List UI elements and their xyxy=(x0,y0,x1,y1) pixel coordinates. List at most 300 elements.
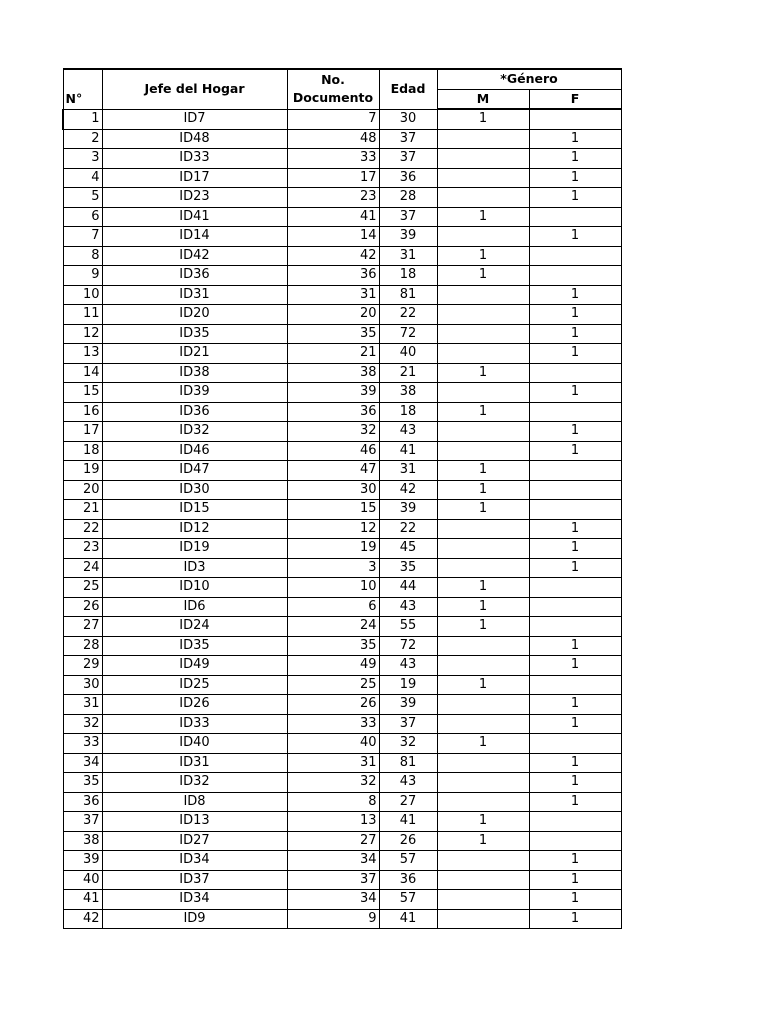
genero-f-cell: 1 xyxy=(529,344,621,364)
jefe-del-hogar-cell: ID3 xyxy=(102,558,287,578)
table-row xyxy=(63,149,621,169)
edad-cell: 41 xyxy=(379,441,437,461)
jefe-del-hogar-cell: ID13 xyxy=(102,812,287,832)
genero-m-cell xyxy=(437,558,529,578)
row-number-cell: 1 xyxy=(63,109,102,129)
row-number-cell: 8 xyxy=(63,246,102,266)
table-row xyxy=(63,500,621,520)
table-row xyxy=(63,597,621,617)
row-number-cell: 20 xyxy=(63,480,102,500)
genero-m-cell xyxy=(437,851,529,871)
genero-m-cell xyxy=(437,909,529,929)
jefe-del-hogar-cell: ID8 xyxy=(102,792,287,812)
row-number-cell: 33 xyxy=(63,734,102,754)
jefe-del-hogar-cell: ID20 xyxy=(102,305,287,325)
row-number-cell: 37 xyxy=(63,812,102,832)
table-row xyxy=(63,773,621,793)
genero-f-cell xyxy=(529,812,621,832)
jefe-del-hogar-cell: ID6 xyxy=(102,597,287,617)
genero-f-cell xyxy=(529,617,621,637)
documento-cell: 33 xyxy=(287,149,379,169)
genero-m-cell: 1 xyxy=(437,578,529,598)
jefe-del-hogar-cell: ID49 xyxy=(102,656,287,676)
jefe-del-hogar-cell: ID40 xyxy=(102,734,287,754)
documento-cell: 36 xyxy=(287,402,379,422)
genero-m-cell: 1 xyxy=(437,246,529,266)
header-number: N° xyxy=(63,69,102,109)
table-row xyxy=(63,656,621,676)
row-number-cell: 11 xyxy=(63,305,102,325)
edad-cell: 41 xyxy=(379,812,437,832)
table-row xyxy=(63,129,621,149)
genero-m-cell xyxy=(437,285,529,305)
table-row xyxy=(63,227,621,247)
genero-f-cell: 1 xyxy=(529,851,621,871)
row-number-cell: 5 xyxy=(63,188,102,208)
edad-cell: 18 xyxy=(379,402,437,422)
genero-f-cell: 1 xyxy=(529,558,621,578)
edad-cell: 72 xyxy=(379,636,437,656)
jefe-del-hogar-cell: ID33 xyxy=(102,714,287,734)
jefe-del-hogar-cell: ID9 xyxy=(102,909,287,929)
genero-m-cell xyxy=(437,129,529,149)
row-number-cell: 30 xyxy=(63,675,102,695)
edad-cell: 40 xyxy=(379,344,437,364)
genero-f-cell: 1 xyxy=(529,305,621,325)
genero-f-cell xyxy=(529,461,621,481)
table-row xyxy=(63,188,621,208)
jefe-del-hogar-cell: ID47 xyxy=(102,461,287,481)
edad-cell: 43 xyxy=(379,773,437,793)
edad-cell: 39 xyxy=(379,500,437,520)
row-number-cell: 26 xyxy=(63,597,102,617)
jefe-del-hogar-cell: ID21 xyxy=(102,344,287,364)
edad-cell: 37 xyxy=(379,129,437,149)
documento-cell: 31 xyxy=(287,753,379,773)
jefe-del-hogar-cell: ID46 xyxy=(102,441,287,461)
jefe-del-hogar-cell: ID7 xyxy=(102,109,287,129)
documento-cell: 32 xyxy=(287,773,379,793)
documento-cell: 17 xyxy=(287,168,379,188)
jefe-del-hogar-cell: ID25 xyxy=(102,675,287,695)
jefe-del-hogar-cell: ID41 xyxy=(102,207,287,227)
documento-cell: 35 xyxy=(287,324,379,344)
jefe-del-hogar-cell: ID39 xyxy=(102,383,287,403)
header-documento xyxy=(287,69,379,109)
genero-f-cell: 1 xyxy=(529,870,621,890)
table-row xyxy=(63,909,621,929)
jefe-del-hogar-cell: ID37 xyxy=(102,870,287,890)
row-number-cell: 32 xyxy=(63,714,102,734)
table-row xyxy=(63,305,621,325)
header-genero-f: F xyxy=(529,89,621,109)
documento-cell: 35 xyxy=(287,636,379,656)
edad-cell: 31 xyxy=(379,461,437,481)
jefe-del-hogar-cell: ID23 xyxy=(102,188,287,208)
genero-m-cell xyxy=(437,227,529,247)
genero-f-cell xyxy=(529,597,621,617)
row-number-cell: 38 xyxy=(63,831,102,851)
table-row xyxy=(63,344,621,364)
row-number-cell: 4 xyxy=(63,168,102,188)
edad-cell: 32 xyxy=(379,734,437,754)
table-row xyxy=(63,383,621,403)
genero-m-cell: 1 xyxy=(437,500,529,520)
genero-f-cell: 1 xyxy=(529,714,621,734)
documento-cell: 41 xyxy=(287,207,379,227)
edad-cell: 26 xyxy=(379,831,437,851)
edad-cell: 22 xyxy=(379,519,437,539)
genero-m-cell: 1 xyxy=(437,266,529,286)
table-header xyxy=(63,69,621,109)
edad-cell: 36 xyxy=(379,870,437,890)
table-row xyxy=(63,168,621,188)
genero-m-cell xyxy=(437,168,529,188)
edad-cell: 39 xyxy=(379,227,437,247)
documento-cell: 8 xyxy=(287,792,379,812)
jefe-del-hogar-cell: ID32 xyxy=(102,422,287,442)
documento-cell: 48 xyxy=(287,129,379,149)
genero-m-cell xyxy=(437,441,529,461)
documento-cell: 9 xyxy=(287,909,379,929)
documento-cell: 31 xyxy=(287,285,379,305)
documento-cell: 26 xyxy=(287,695,379,715)
edad-cell: 22 xyxy=(379,305,437,325)
genero-m-cell: 1 xyxy=(437,480,529,500)
edad-cell: 19 xyxy=(379,675,437,695)
genero-f-cell xyxy=(529,246,621,266)
table-row xyxy=(63,480,621,500)
edad-cell: 18 xyxy=(379,266,437,286)
documento-cell: 12 xyxy=(287,519,379,539)
table-body xyxy=(63,109,621,929)
edad-cell: 28 xyxy=(379,188,437,208)
edad-cell: 43 xyxy=(379,422,437,442)
genero-f-cell: 1 xyxy=(529,422,621,442)
edad-cell: 38 xyxy=(379,383,437,403)
edad-cell: 27 xyxy=(379,792,437,812)
documento-cell: 42 xyxy=(287,246,379,266)
genero-f-cell: 1 xyxy=(529,890,621,910)
jefe-del-hogar-cell: ID33 xyxy=(102,149,287,169)
documento-cell: 20 xyxy=(287,305,379,325)
genero-f-cell xyxy=(529,675,621,695)
genero-f-cell xyxy=(529,402,621,422)
table-row xyxy=(63,324,621,344)
jefe-del-hogar-cell: ID35 xyxy=(102,636,287,656)
row-number-cell: 13 xyxy=(63,344,102,364)
jefe-del-hogar-cell: ID30 xyxy=(102,480,287,500)
jefe-del-hogar-cell: ID15 xyxy=(102,500,287,520)
row-number-cell: 14 xyxy=(63,363,102,383)
genero-m-cell: 1 xyxy=(437,812,529,832)
edad-cell: 57 xyxy=(379,890,437,910)
row-number-cell: 19 xyxy=(63,461,102,481)
row-number-cell: 39 xyxy=(63,851,102,871)
table-row xyxy=(63,617,621,637)
table-row xyxy=(63,519,621,539)
genero-m-cell: 1 xyxy=(437,461,529,481)
header-jefe-del-hogar: Jefe del Hogar xyxy=(102,69,287,109)
documento-cell: 7 xyxy=(287,109,379,129)
header-genero: *Género xyxy=(437,69,621,89)
row-number-cell: 9 xyxy=(63,266,102,286)
jefe-del-hogar-cell: ID14 xyxy=(102,227,287,247)
row-number-cell: 18 xyxy=(63,441,102,461)
edad-cell: 36 xyxy=(379,168,437,188)
jefe-del-hogar-cell: ID10 xyxy=(102,578,287,598)
jefe-del-hogar-cell: ID31 xyxy=(102,285,287,305)
genero-m-cell: 1 xyxy=(437,734,529,754)
genero-m-cell: 1 xyxy=(437,207,529,227)
documento-cell: 40 xyxy=(287,734,379,754)
row-number-cell: 16 xyxy=(63,402,102,422)
edad-cell: 44 xyxy=(379,578,437,598)
jefe-del-hogar-cell: ID34 xyxy=(102,851,287,871)
genero-f-cell xyxy=(529,734,621,754)
genero-m-cell: 1 xyxy=(437,617,529,637)
documento-cell: 39 xyxy=(287,383,379,403)
genero-f-cell: 1 xyxy=(529,539,621,559)
table-row xyxy=(63,636,621,656)
row-number-cell: 23 xyxy=(63,539,102,559)
documento-cell: 34 xyxy=(287,890,379,910)
edad-cell: 55 xyxy=(379,617,437,637)
header-documento-line2: Documento xyxy=(292,90,374,106)
documento-cell: 10 xyxy=(287,578,379,598)
documento-cell: 3 xyxy=(287,558,379,578)
documento-cell: 27 xyxy=(287,831,379,851)
table-row xyxy=(63,266,621,286)
documento-cell: 36 xyxy=(287,266,379,286)
genero-m-cell xyxy=(437,324,529,344)
genero-m-cell: 1 xyxy=(437,597,529,617)
row-number-cell: 29 xyxy=(63,656,102,676)
row-number-cell: 17 xyxy=(63,422,102,442)
jefe-del-hogar-cell: ID24 xyxy=(102,617,287,637)
row-number-cell: 12 xyxy=(63,324,102,344)
edad-cell: 37 xyxy=(379,714,437,734)
jefe-del-hogar-cell: ID31 xyxy=(102,753,287,773)
genero-f-cell xyxy=(529,266,621,286)
genero-m-cell xyxy=(437,539,529,559)
table-row xyxy=(63,207,621,227)
genero-m-cell: 1 xyxy=(437,675,529,695)
row-number-cell: 41 xyxy=(63,890,102,910)
table-row xyxy=(63,558,621,578)
genero-m-cell: 1 xyxy=(437,363,529,383)
documento-cell: 6 xyxy=(287,597,379,617)
edad-cell: 45 xyxy=(379,539,437,559)
edad-cell: 42 xyxy=(379,480,437,500)
genero-f-cell xyxy=(529,500,621,520)
genero-m-cell xyxy=(437,695,529,715)
jefe-del-hogar-cell: ID36 xyxy=(102,402,287,422)
row-number-cell: 15 xyxy=(63,383,102,403)
genero-f-cell: 1 xyxy=(529,695,621,715)
row-number-cell: 36 xyxy=(63,792,102,812)
genero-m-cell xyxy=(437,149,529,169)
genero-m-cell xyxy=(437,344,529,364)
genero-m-cell xyxy=(437,188,529,208)
documento-cell: 21 xyxy=(287,344,379,364)
edad-cell: 37 xyxy=(379,207,437,227)
edad-cell: 31 xyxy=(379,246,437,266)
documento-cell: 46 xyxy=(287,441,379,461)
genero-m-cell xyxy=(437,422,529,442)
documento-cell: 47 xyxy=(287,461,379,481)
documento-cell: 25 xyxy=(287,675,379,695)
row-number-cell: 31 xyxy=(63,695,102,715)
row-number-cell: 3 xyxy=(63,149,102,169)
row-number-cell: 40 xyxy=(63,870,102,890)
genero-m-cell xyxy=(437,792,529,812)
genero-m-cell xyxy=(437,519,529,539)
table-row xyxy=(63,812,621,832)
documento-cell: 24 xyxy=(287,617,379,637)
edad-cell: 43 xyxy=(379,597,437,617)
genero-m-cell xyxy=(437,656,529,676)
jefe-del-hogar-cell: ID34 xyxy=(102,890,287,910)
jefe-del-hogar-cell: ID32 xyxy=(102,773,287,793)
jefe-del-hogar-cell: ID35 xyxy=(102,324,287,344)
row-number-cell: 22 xyxy=(63,519,102,539)
edad-cell: 72 xyxy=(379,324,437,344)
table-row xyxy=(63,831,621,851)
documento-cell: 23 xyxy=(287,188,379,208)
header-documento-line1: No. xyxy=(321,71,345,87)
documento-cell: 13 xyxy=(287,812,379,832)
table-row xyxy=(63,441,621,461)
row-number-cell: 7 xyxy=(63,227,102,247)
edad-cell: 30 xyxy=(379,109,437,129)
household-table xyxy=(62,68,622,929)
table-row xyxy=(63,285,621,305)
edad-cell: 43 xyxy=(379,656,437,676)
header-edad: Edad xyxy=(379,69,437,109)
jefe-del-hogar-cell: ID17 xyxy=(102,168,287,188)
row-number-cell: 24 xyxy=(63,558,102,578)
documento-cell: 30 xyxy=(287,480,379,500)
genero-f-cell xyxy=(529,831,621,851)
table-row xyxy=(63,461,621,481)
genero-f-cell: 1 xyxy=(529,773,621,793)
row-number-cell: 10 xyxy=(63,285,102,305)
jefe-del-hogar-cell: ID38 xyxy=(102,363,287,383)
genero-f-cell: 1 xyxy=(529,227,621,247)
genero-m-cell xyxy=(437,636,529,656)
genero-m-cell: 1 xyxy=(437,831,529,851)
genero-f-cell: 1 xyxy=(529,441,621,461)
table-row xyxy=(63,246,621,266)
table-row xyxy=(63,870,621,890)
genero-f-cell xyxy=(529,207,621,227)
row-number-cell: 42 xyxy=(63,909,102,929)
documento-cell: 34 xyxy=(287,851,379,871)
jefe-del-hogar-cell: ID26 xyxy=(102,695,287,715)
genero-f-cell: 1 xyxy=(529,188,621,208)
genero-f-cell xyxy=(529,578,621,598)
genero-m-cell xyxy=(437,890,529,910)
row-number-cell: 35 xyxy=(63,773,102,793)
table-row xyxy=(63,714,621,734)
documento-cell: 37 xyxy=(287,870,379,890)
jefe-del-hogar-cell: ID12 xyxy=(102,519,287,539)
header-genero-m: M xyxy=(437,89,529,109)
genero-m-cell xyxy=(437,773,529,793)
jefe-del-hogar-cell: ID42 xyxy=(102,246,287,266)
genero-f-cell: 1 xyxy=(529,285,621,305)
table-row xyxy=(63,753,621,773)
edad-cell: 81 xyxy=(379,285,437,305)
documento-cell: 38 xyxy=(287,363,379,383)
table-row xyxy=(63,402,621,422)
table-row xyxy=(63,109,621,129)
edad-cell: 81 xyxy=(379,753,437,773)
table-row xyxy=(63,539,621,559)
genero-f-cell: 1 xyxy=(529,792,621,812)
row-number-cell: 6 xyxy=(63,207,102,227)
documento-cell: 14 xyxy=(287,227,379,247)
table-row xyxy=(63,792,621,812)
documento-cell: 15 xyxy=(287,500,379,520)
documento-cell: 19 xyxy=(287,539,379,559)
table-row xyxy=(63,675,621,695)
genero-f-cell: 1 xyxy=(529,383,621,403)
genero-m-cell xyxy=(437,714,529,734)
genero-f-cell: 1 xyxy=(529,168,621,188)
edad-cell: 41 xyxy=(379,909,437,929)
table-row xyxy=(63,890,621,910)
edad-cell: 39 xyxy=(379,695,437,715)
genero-m-cell xyxy=(437,383,529,403)
genero-m-cell: 1 xyxy=(437,109,529,129)
table-row xyxy=(63,851,621,871)
edad-cell: 57 xyxy=(379,851,437,871)
genero-f-cell: 1 xyxy=(529,909,621,929)
table-row xyxy=(63,734,621,754)
row-number-cell: 27 xyxy=(63,617,102,637)
genero-m-cell xyxy=(437,305,529,325)
jefe-del-hogar-cell: ID36 xyxy=(102,266,287,286)
genero-f-cell xyxy=(529,109,621,129)
genero-f-cell xyxy=(529,480,621,500)
jefe-del-hogar-cell: ID19 xyxy=(102,539,287,559)
documento-cell: 49 xyxy=(287,656,379,676)
genero-f-cell: 1 xyxy=(529,656,621,676)
documento-cell: 32 xyxy=(287,422,379,442)
table-row xyxy=(63,422,621,442)
row-number-cell: 25 xyxy=(63,578,102,598)
genero-f-cell: 1 xyxy=(529,519,621,539)
jefe-del-hogar-cell: ID48 xyxy=(102,129,287,149)
row-number-cell: 34 xyxy=(63,753,102,773)
row-number-cell: 2 xyxy=(63,129,102,149)
genero-f-cell: 1 xyxy=(529,636,621,656)
table-row xyxy=(63,363,621,383)
edad-cell: 21 xyxy=(379,363,437,383)
table-row xyxy=(63,578,621,598)
genero-f-cell: 1 xyxy=(529,324,621,344)
genero-m-cell xyxy=(437,753,529,773)
edad-cell: 37 xyxy=(379,149,437,169)
genero-m-cell: 1 xyxy=(437,402,529,422)
genero-f-cell xyxy=(529,363,621,383)
genero-f-cell: 1 xyxy=(529,753,621,773)
row-number-cell: 21 xyxy=(63,500,102,520)
row-number-cell: 28 xyxy=(63,636,102,656)
jefe-del-hogar-cell: ID27 xyxy=(102,831,287,851)
